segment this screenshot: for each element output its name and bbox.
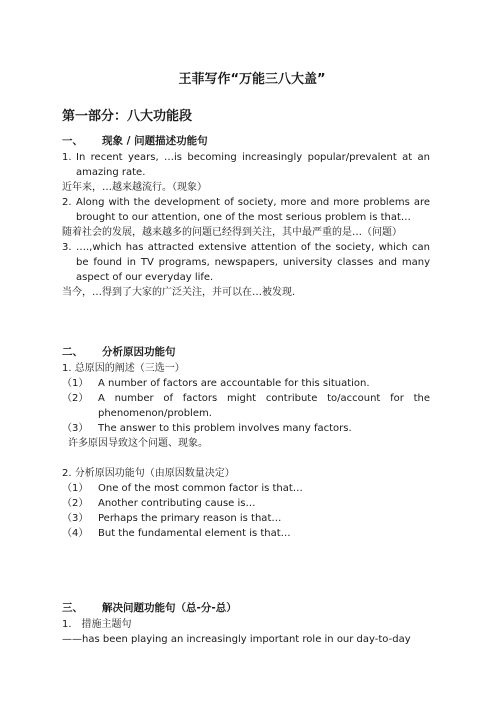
list-item xyxy=(62,421,430,436)
section-3-number: 三、 xyxy=(62,602,83,614)
list-item xyxy=(62,240,430,285)
subsection-heading: 1． 措施主题句 xyxy=(62,618,132,630)
section-2-title: 分析原因功能句 xyxy=(102,346,176,358)
item-chinese: 随着社会的发展，越来越多的问题已经得到关注，其中最严重的是…（问题） xyxy=(62,226,402,238)
item-number: （1） xyxy=(62,482,89,494)
subsection-heading: 2. 分析原因功能句（由原因数量决定） xyxy=(62,467,235,479)
item-english: In recent years, …is becoming increasingly popular/prevalent at an amazing rate. xyxy=(76,151,430,178)
list-item xyxy=(62,391,430,421)
part1-heading: 第一部分：八大功能段 xyxy=(62,109,193,124)
item-number: （3） xyxy=(62,512,89,524)
section-3-heading xyxy=(62,601,430,617)
section-1-title: 现象 / 问题描述功能句 xyxy=(102,135,208,147)
item-english: ….,which has attracted extensive attention of the society, which can be found in TV programs, newspapers, university classes and many aspect of our everyday life. xyxy=(76,241,430,283)
item-number: （3） xyxy=(62,422,89,434)
item-number: 2. xyxy=(62,196,72,208)
item-number: 3. xyxy=(62,241,72,253)
item-text: A number of factors are accountable for this situation. xyxy=(98,377,370,389)
section-3-title: 解决问题功能句（总-分-总） xyxy=(102,602,237,614)
list-item xyxy=(62,511,430,526)
section-3 xyxy=(62,601,430,647)
list-item xyxy=(62,150,430,180)
item-text: A number of factors might contribute to/account for the phenomenon/problem. xyxy=(98,392,430,419)
list-item xyxy=(62,376,430,391)
section-2 xyxy=(62,345,430,541)
section-2-number: 二、 xyxy=(62,346,83,358)
item-chinese: 近年来，…越来越流行。（现象） xyxy=(62,181,207,193)
item-chinese: 当今，…得到了大家的广泛关注，并可以在…被发现. xyxy=(62,286,296,298)
item-text: But the fundamental element is that… xyxy=(98,527,291,539)
item-text: Perhaps the primary reason is that… xyxy=(98,512,282,524)
item-chinese: 许多原因导致这个问题、现象。 xyxy=(68,437,208,449)
item-number: （4） xyxy=(62,527,89,539)
list-item xyxy=(62,195,430,225)
section-1-heading xyxy=(62,134,430,150)
item-text: Another contributing cause is… xyxy=(98,497,256,509)
document-title: 王菲写作“万能三八大盖” xyxy=(178,72,326,87)
subsection-heading: 1. 总原因的阐述（三选一） xyxy=(62,362,185,374)
item-number: （2） xyxy=(62,497,89,509)
item-number: （1） xyxy=(62,377,89,389)
item-number: （2） xyxy=(62,392,89,404)
item-english: Along with the development of society, more and more problems are brought to our attention, one of the most serious problem is that… xyxy=(76,196,430,223)
paragraph-text: ——has been playing an increasingly important role in our day-to-day xyxy=(62,633,411,645)
list-item xyxy=(62,481,430,496)
section-1-number: 一、 xyxy=(62,135,83,147)
list-item xyxy=(62,526,430,541)
section-2-heading xyxy=(62,345,430,361)
list-item xyxy=(62,496,430,511)
section-1 xyxy=(62,134,430,300)
item-number: 1. xyxy=(62,151,72,163)
item-text: The answer to this problem involves many factors. xyxy=(98,422,352,434)
item-text: One of the most common factor is that… xyxy=(98,482,303,494)
